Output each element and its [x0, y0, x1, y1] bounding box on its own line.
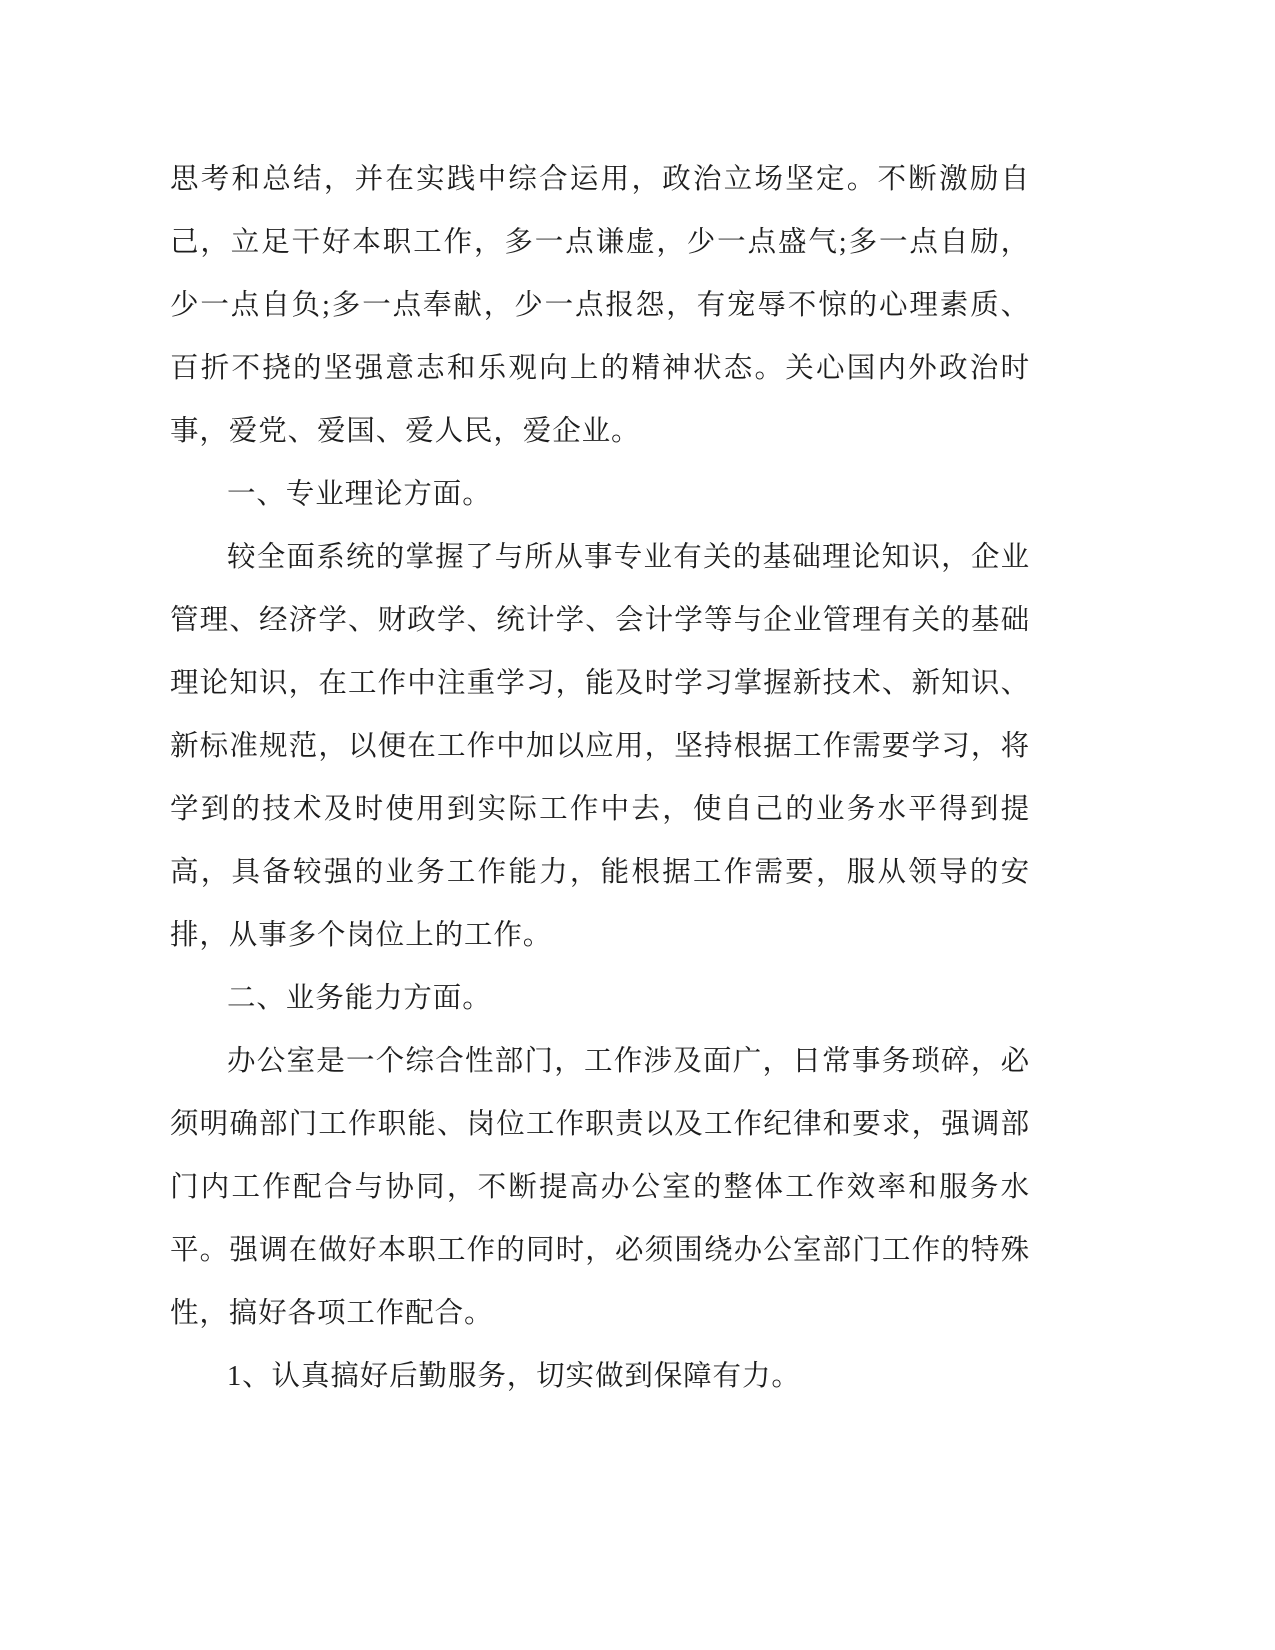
document-text-body	[170, 148, 1030, 1408]
paragraph-continuation: 思考和总结，并在实践中综合运用，政治立场坚定。不断激励自己，立足干好本职工作，多一点谦虚，少一点盛气;多一点自励，少一点自负;多一点奉献，少一点报怨，有宠辱不惊的心理素质、百折不挠的坚强意志和乐观向上的精神状态。关心国内外政治时事，爱党、爱国、爱人民，爱企业。	[170, 164, 1030, 447]
paragraph-section-two-body: 办公室是一个综合性部门，工作涉及面广，日常事务琐碎，必须明确部门工作职能、岗位工作职责以及工作纪律和要求，强调部门内工作配合与协同，不断提高办公室的整体工作效率和服务水平。强调在做好本职工作的同时，必须围绕办公室部门工作的特殊性，搞好各项工作配合。	[170, 1046, 1030, 1329]
heading-section-one: 一、专业理论方面。	[227, 479, 492, 510]
paragraph-section-one-body: 较全面系统的掌握了与所从事专业有关的基础理论知识，企业管理、经济学、财政学、统计学、会计学等与企业管理有关的基础理论知识，在工作中注重学习，能及时学习掌握新技术、新知识、新标准规范，以便在工作中加以应用，坚持根据工作需要学习，将学到的技术及时使用到实际工作中去，使自己的业务水平得到提高，具备较强的业务工作能力，能根据工作需要，服从领导的安排，从事多个岗位上的工作。	[170, 542, 1030, 951]
heading-section-two: 二、业务能力方面。	[227, 983, 492, 1014]
list-item-one: 1、认真搞好后勤服务，切实做到保障有力。	[227, 1361, 801, 1392]
